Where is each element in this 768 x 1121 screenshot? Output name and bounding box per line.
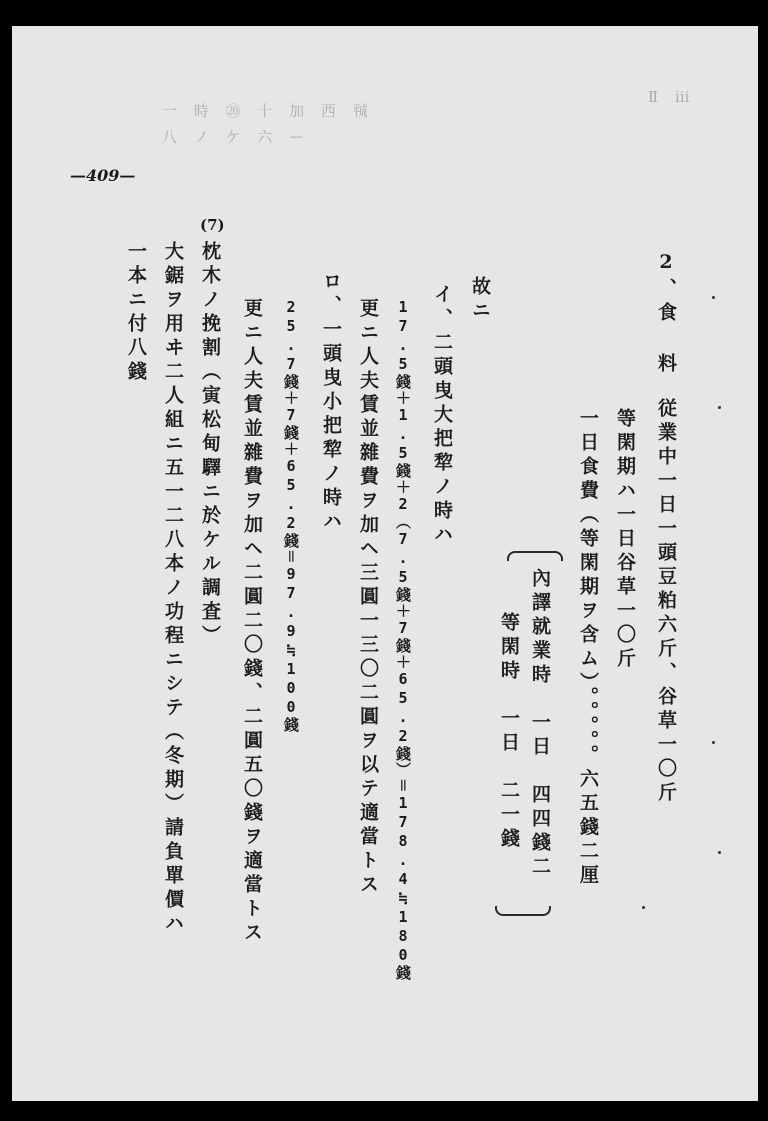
document-page	[12, 26, 758, 1101]
item-number: (7)	[200, 216, 225, 234]
case-a-conclusion: 更ニ人夫賃並雜費ヲ加ヘ三圓一三〇二圓ヲ以テ適當トス	[357, 298, 379, 898]
header-faint-left-2: 八 ノ ケ 六 ー	[162, 128, 311, 146]
text-column-2: 従業中一日一頭豆粕六斤、谷草一〇斤	[655, 398, 677, 806]
breakdown-work-time: 內譯就業時 一日 四四錢二	[529, 568, 551, 880]
brace-top	[507, 551, 563, 561]
text-column-4: 一日食費（等閑期ヲ含ム）。。。。。六五錢二厘	[577, 408, 599, 889]
speck	[642, 906, 645, 909]
speck	[712, 296, 715, 299]
header-faint-left: 一 時 ⑳ 十 加 西 ㍻	[162, 102, 374, 120]
brace-bottom	[495, 906, 551, 916]
speck	[712, 741, 715, 744]
speck	[718, 851, 721, 854]
case-a-heading: イ、二頭曳大把犂ノ時ハ	[431, 284, 453, 548]
case-a-calculation: 17.5錢＋1.5錢＋2（7.5錢＋7錢＋65.2錢）＝178.4≒180錢	[394, 298, 412, 981]
header-faint-right: Ⅱ ⅲ	[648, 88, 696, 106]
case-b-calculation: 25.7錢＋7錢＋65.2錢＝97.9≒100錢	[282, 298, 300, 733]
page-number: —409—	[70, 166, 136, 185]
case-b-heading: ロ、一頭曳小把犂ノ時ハ	[320, 271, 342, 535]
speck	[718, 406, 721, 409]
text-column-15: 大鋸ヲ用ヰ二人組ニ五一二八本ノ功程ニシテ（冬期）請負單價ハ	[162, 241, 184, 937]
text-column-3: 等閑期ハ一日谷草一〇斤	[614, 408, 636, 672]
text-column-16: 一本ニ付八錢	[125, 241, 147, 385]
breakdown-idle-time: 等閑時 一日 二一錢	[498, 612, 520, 852]
text-therefore: 故ニ	[469, 276, 491, 324]
section-heading-food: 2、食 料	[655, 251, 677, 377]
case-b-conclusion: 更ニ人夫賃並雜費ヲ加ヘ二圓二〇錢、二圓五〇錢ヲ適當トス	[241, 298, 263, 946]
item-7-heading: 枕木ノ挽割（寅松甸驛ニ於ケル調査）	[199, 241, 221, 649]
